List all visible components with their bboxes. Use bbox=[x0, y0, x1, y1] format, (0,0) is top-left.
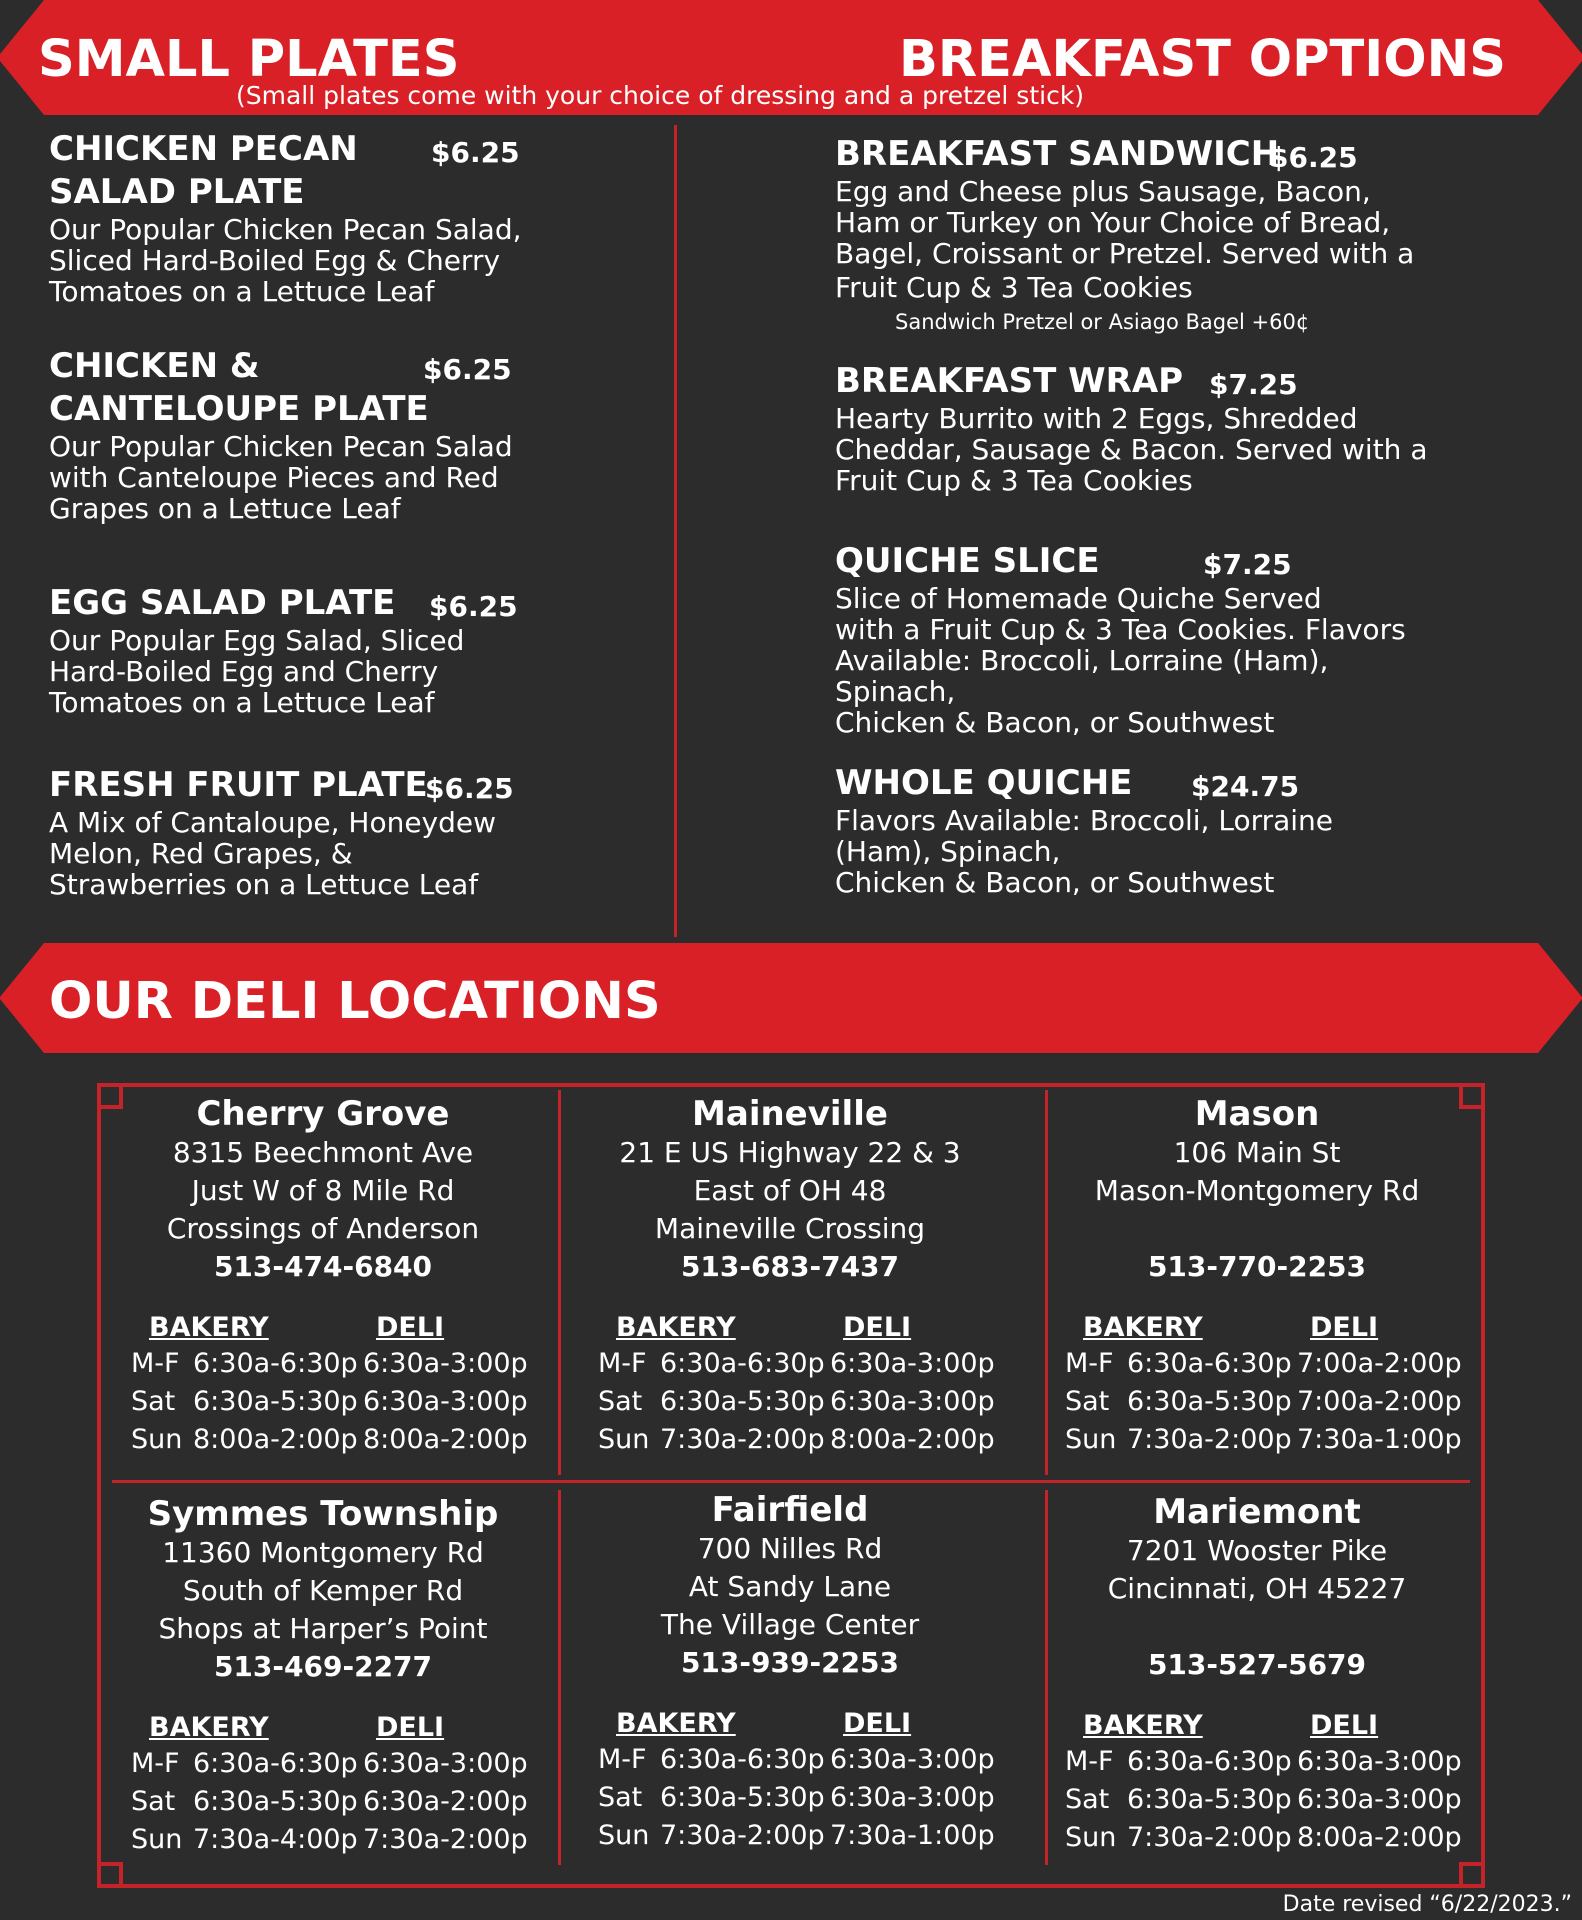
item-desc-line: Tomatoes on a Lettuce Leaf bbox=[49, 686, 435, 719]
location-address-line: 7201 Wooster Pike bbox=[1126, 1534, 1388, 1567]
location-mason bbox=[1023, 1094, 1491, 1286]
deli-hours: 7:30a-2:00p bbox=[363, 1824, 528, 1855]
deli-hours: 7:30a-1:00p bbox=[830, 1820, 995, 1851]
hours-table bbox=[131, 1711, 551, 1859]
bakery-hours: 6:30a-5:30p bbox=[193, 1386, 358, 1417]
hours-day: Sat bbox=[131, 1786, 176, 1817]
hours-day: Sat bbox=[131, 1386, 176, 1417]
location-row-divider bbox=[112, 1480, 1470, 1483]
item-name-line2: SALAD PLATE bbox=[49, 172, 305, 212]
deli-hours: 8:00a-2:00p bbox=[830, 1424, 995, 1455]
item-desc-line: Bagel, Croissant or Pretzel. Served with a bbox=[835, 237, 1415, 270]
bakery-hours: 6:30a-5:30p bbox=[660, 1782, 825, 1813]
location-name: Symmes Township bbox=[147, 1494, 499, 1534]
location-address-line bbox=[1023, 1608, 1491, 1646]
hours-day: Sat bbox=[598, 1386, 643, 1417]
bakery-hours: 7:30a-2:00p bbox=[1127, 1424, 1292, 1455]
deli-hours: 6:30a-3:00p bbox=[1297, 1746, 1462, 1777]
bakery-header: BAKERY bbox=[616, 1708, 736, 1739]
item-desc-line: Chicken & Bacon, or Southwest bbox=[835, 706, 1275, 739]
deli-hours: 7:00a-2:00p bbox=[1297, 1348, 1462, 1379]
bakery-hours: 6:30a-6:30p bbox=[1127, 1348, 1292, 1379]
hours-table bbox=[598, 1311, 1018, 1459]
item-desc-line: Sliced Hard-Boiled Egg & Cherry bbox=[49, 244, 501, 277]
item-desc-line: with Canteloupe Pieces and Red bbox=[49, 461, 499, 494]
menu-item-egg-salad bbox=[49, 582, 609, 718]
item-desc-line: A Mix of Cantaloupe, Honeydew bbox=[49, 806, 497, 839]
bakery-hours: 6:30a-6:30p bbox=[660, 1744, 825, 1775]
hours-table bbox=[131, 1311, 551, 1459]
location-name: Fairfield bbox=[711, 1490, 869, 1530]
deli-header: DELI bbox=[376, 1312, 445, 1343]
hours-day: Sun bbox=[1065, 1424, 1117, 1455]
item-name: CHICKEN & bbox=[49, 346, 260, 386]
location-address-line: Mason-Montgomery Rd bbox=[1094, 1174, 1420, 1207]
location-address-line: 8315 Beechmont Ave bbox=[172, 1136, 474, 1169]
item-price: $6.25 bbox=[431, 136, 520, 169]
hours-day: Sat bbox=[1065, 1386, 1110, 1417]
location-name: Mariemont bbox=[1153, 1492, 1361, 1532]
bakery-hours: 6:30a-5:30p bbox=[193, 1786, 358, 1817]
deli-header: DELI bbox=[376, 1712, 445, 1743]
item-price: $6.25 bbox=[425, 772, 514, 805]
menu-item-breakfast-wrap bbox=[835, 360, 1555, 496]
menu-item-chicken-pecan bbox=[49, 128, 609, 307]
location-phone: 513-770-2253 bbox=[1147, 1250, 1367, 1283]
deli-hours: 6:30a-3:00p bbox=[363, 1386, 528, 1417]
hours-row bbox=[598, 1383, 1018, 1421]
item-name: QUICHE SLICE bbox=[835, 541, 1100, 581]
item-desc-line: Spinach, bbox=[835, 675, 956, 708]
deli-hours: 6:30a-2:00p bbox=[363, 1786, 528, 1817]
location-address-line: Cincinnati, OH 45227 bbox=[1107, 1572, 1407, 1605]
bakery-hours: 6:30a-6:30p bbox=[193, 1348, 358, 1379]
locations-heading: OUR DELI LOCATIONS bbox=[49, 972, 661, 1031]
location-address-line: The Village Center bbox=[660, 1608, 920, 1641]
deli-hours: 7:30a-1:00p bbox=[1297, 1424, 1462, 1455]
item-price: $7.25 bbox=[1209, 368, 1298, 401]
location-phone: 513-474-6840 bbox=[213, 1250, 433, 1283]
location-phone: 513-527-5679 bbox=[1147, 1648, 1367, 1681]
location-name: Cherry Grove bbox=[196, 1094, 450, 1134]
hours-row bbox=[598, 1817, 1018, 1855]
deli-hours: 6:30a-3:00p bbox=[1297, 1784, 1462, 1815]
location-address-line: 106 Main St bbox=[1173, 1136, 1341, 1169]
bakery-hours: 7:30a-4:00p bbox=[193, 1824, 358, 1855]
item-desc-line: Slice of Homemade Quiche Served bbox=[835, 582, 1322, 615]
item-name-line2: CANTELOUPE PLATE bbox=[49, 389, 429, 429]
location-address-line bbox=[1023, 1210, 1491, 1248]
item-desc-line: Strawberries on a Lettuce Leaf bbox=[49, 868, 479, 901]
hours-table bbox=[598, 1707, 1018, 1855]
deli-hours: 6:30a-3:00p bbox=[830, 1744, 995, 1775]
hours-row bbox=[598, 1741, 1018, 1779]
bakery-hours: 6:30a-6:30p bbox=[660, 1348, 825, 1379]
location-address-line: East of OH 48 bbox=[693, 1174, 887, 1207]
deli-hours: 6:30a-3:00p bbox=[830, 1386, 995, 1417]
hours-row bbox=[598, 1421, 1018, 1459]
hours-row bbox=[131, 1745, 551, 1783]
hours-row bbox=[1065, 1819, 1485, 1857]
hours-row bbox=[131, 1383, 551, 1421]
item-desc-line: Fruit Cup & 3 Tea Cookies bbox=[835, 464, 1193, 497]
hours-day: M-F bbox=[1065, 1348, 1114, 1379]
deli-header: DELI bbox=[843, 1708, 912, 1739]
item-desc-line: Tomatoes on a Lettuce Leaf bbox=[49, 275, 435, 308]
item-price: $6.25 bbox=[1269, 141, 1358, 174]
location-address-line: 700 Nilles Rd bbox=[697, 1532, 883, 1565]
item-desc-line: Our Popular Egg Salad, Sliced bbox=[49, 624, 465, 657]
hours-table bbox=[1065, 1311, 1485, 1459]
item-desc-line: Our Popular Chicken Pecan Salad, bbox=[49, 213, 522, 246]
item-desc-line: Grapes on a Lettuce Leaf bbox=[49, 492, 401, 525]
deli-hours: 8:00a-2:00p bbox=[363, 1424, 528, 1455]
location-maineville bbox=[556, 1094, 1024, 1286]
bakery-header: BAKERY bbox=[149, 1312, 269, 1343]
item-desc-line: Cheddar, Sausage & Bacon. Served with a bbox=[835, 433, 1428, 466]
hours-day: M-F bbox=[131, 1348, 180, 1379]
item-price: $6.25 bbox=[423, 353, 512, 386]
item-desc-line: Melon, Red Grapes, & bbox=[49, 837, 353, 870]
item-desc-line: Flavors Available: Broccoli, Lorraine bbox=[835, 804, 1334, 837]
location-symmes-township bbox=[89, 1494, 557, 1686]
item-price: $7.25 bbox=[1203, 548, 1292, 581]
hours-day: Sun bbox=[598, 1820, 650, 1851]
bakery-header: BAKERY bbox=[149, 1712, 269, 1743]
hours-row bbox=[1065, 1743, 1485, 1781]
item-name: EGG SALAD PLATE bbox=[49, 583, 396, 623]
frame-corner bbox=[1459, 1862, 1485, 1888]
frame-corner bbox=[97, 1862, 123, 1888]
item-name: BREAKFAST SANDWICH bbox=[835, 134, 1280, 174]
item-name: FRESH FRUIT PLATE bbox=[49, 765, 428, 805]
location-address-line: 11360 Montgomery Rd bbox=[162, 1536, 484, 1569]
menu-item-whole-quiche bbox=[835, 762, 1555, 898]
location-address-line: At Sandy Lane bbox=[688, 1570, 892, 1603]
location-cherry-grove bbox=[89, 1094, 557, 1286]
item-desc-line: Available: Broccoli, Lorraine (Ham), bbox=[835, 644, 1329, 677]
bakery-hours: 6:30a-5:30p bbox=[1127, 1386, 1292, 1417]
menu-divider bbox=[674, 125, 677, 937]
small-plates-subtitle: (Small plates come with your choice of dressing and a pretzel stick) bbox=[236, 81, 1085, 110]
location-phone: 513-683-7437 bbox=[680, 1250, 900, 1283]
deli-hours: 6:30a-3:00p bbox=[830, 1782, 995, 1813]
hours-row bbox=[1065, 1345, 1485, 1383]
bakery-hours: 6:30a-5:30p bbox=[1127, 1784, 1292, 1815]
item-desc-line: Our Popular Chicken Pecan Salad bbox=[49, 430, 513, 463]
menu-item-fresh-fruit bbox=[49, 764, 609, 900]
hours-day: Sun bbox=[131, 1424, 183, 1455]
item-name: CHICKEN PECAN bbox=[49, 129, 358, 169]
menu-item-chicken-canteloupe bbox=[49, 345, 609, 524]
deli-hours: 6:30a-3:00p bbox=[363, 1348, 528, 1379]
item-name: WHOLE QUICHE bbox=[835, 763, 1133, 803]
bakery-header: BAKERY bbox=[616, 1312, 736, 1343]
item-name: BREAKFAST WRAP bbox=[835, 361, 1184, 401]
hours-day: M-F bbox=[1065, 1746, 1114, 1777]
item-price: $6.25 bbox=[429, 590, 518, 623]
hours-row bbox=[131, 1421, 551, 1459]
bakery-hours: 7:30a-2:00p bbox=[1127, 1822, 1292, 1853]
hours-day: Sat bbox=[598, 1782, 643, 1813]
deli-header: DELI bbox=[1310, 1710, 1379, 1741]
location-name: Mason bbox=[1194, 1094, 1320, 1134]
location-phone: 513-469-2277 bbox=[213, 1650, 433, 1683]
hours-row bbox=[131, 1821, 551, 1859]
bakery-header: BAKERY bbox=[1083, 1710, 1203, 1741]
location-phone: 513-939-2253 bbox=[680, 1646, 900, 1679]
breakfast-options-heading: BREAKFAST OPTIONS bbox=[899, 30, 1506, 89]
location-fairfield bbox=[556, 1490, 1024, 1682]
deli-header: DELI bbox=[1310, 1312, 1379, 1343]
bakery-hours: 6:30a-5:30p bbox=[660, 1386, 825, 1417]
hours-row bbox=[598, 1779, 1018, 1817]
location-mariemont bbox=[1023, 1492, 1491, 1684]
hours-row bbox=[598, 1345, 1018, 1383]
hours-table bbox=[1065, 1709, 1485, 1857]
location-address-line: Just W of 8 Mile Rd bbox=[191, 1174, 455, 1207]
hours-row bbox=[131, 1783, 551, 1821]
location-address-line: Crossings of Anderson bbox=[166, 1212, 480, 1245]
item-desc-line: Ham or Turkey on Your Choice of Bread, bbox=[835, 206, 1391, 239]
menu-item-breakfast-sandwich bbox=[835, 133, 1555, 337]
hours-day: Sun bbox=[131, 1824, 183, 1855]
deli-hours: 7:00a-2:00p bbox=[1297, 1386, 1462, 1417]
date-revised: Date revised “6/22/2023.” bbox=[1282, 1892, 1572, 1917]
hours-day: M-F bbox=[598, 1744, 647, 1775]
hours-row bbox=[1065, 1421, 1485, 1459]
deli-header: DELI bbox=[843, 1312, 912, 1343]
hours-row bbox=[1065, 1383, 1485, 1421]
hours-day: Sat bbox=[1065, 1784, 1110, 1815]
hours-row bbox=[131, 1345, 551, 1383]
hours-row bbox=[1065, 1781, 1485, 1819]
bakery-hours: 6:30a-6:30p bbox=[193, 1748, 358, 1779]
hours-day: M-F bbox=[598, 1348, 647, 1379]
item-desc-line: (Ham), Spinach, bbox=[835, 835, 1061, 868]
hours-day: M-F bbox=[131, 1748, 180, 1779]
item-desc-line: Egg and Cheese plus Sausage, Bacon, bbox=[835, 175, 1371, 208]
deli-hours: 8:00a-2:00p bbox=[1297, 1822, 1462, 1853]
small-plates-heading: SMALL PLATES bbox=[38, 30, 460, 89]
deli-hours: 6:30a-3:00p bbox=[830, 1348, 995, 1379]
item-desc-line: Hard-Boiled Egg and Cherry bbox=[49, 655, 439, 688]
hours-day: Sun bbox=[598, 1424, 650, 1455]
bakery-hours: 7:30a-2:00p bbox=[660, 1424, 825, 1455]
bakery-hours: 7:30a-2:00p bbox=[660, 1820, 825, 1851]
item-desc-line: Hearty Burrito with 2 Eggs, Shredded bbox=[835, 402, 1358, 435]
location-address-line: 21 E US Highway 22 & 3 bbox=[619, 1136, 961, 1169]
item-note: Sandwich Pretzel or Asiago Bagel +60¢ bbox=[895, 310, 1310, 334]
location-name: Maineville bbox=[692, 1094, 888, 1134]
item-desc-line: Chicken & Bacon, or Southwest bbox=[835, 866, 1275, 899]
menu-item-quiche-slice bbox=[835, 540, 1555, 738]
deli-hours: 6:30a-3:00p bbox=[363, 1748, 528, 1779]
bakery-hours: 6:30a-6:30p bbox=[1127, 1746, 1292, 1777]
location-address-line: Maineville Crossing bbox=[654, 1212, 926, 1245]
hours-day: Sun bbox=[1065, 1822, 1117, 1853]
bakery-header: BAKERY bbox=[1083, 1312, 1203, 1343]
item-desc-line: Fruit Cup & 3 Tea Cookies bbox=[835, 271, 1193, 304]
bakery-hours: 8:00a-2:00p bbox=[193, 1424, 358, 1455]
location-address-line: Shops at Harper’s Point bbox=[158, 1612, 488, 1645]
item-price: $24.75 bbox=[1191, 770, 1300, 803]
location-address-line: South of Kemper Rd bbox=[182, 1574, 464, 1607]
item-desc-line: with a Fruit Cup & 3 Tea Cookies. Flavors bbox=[835, 613, 1406, 646]
